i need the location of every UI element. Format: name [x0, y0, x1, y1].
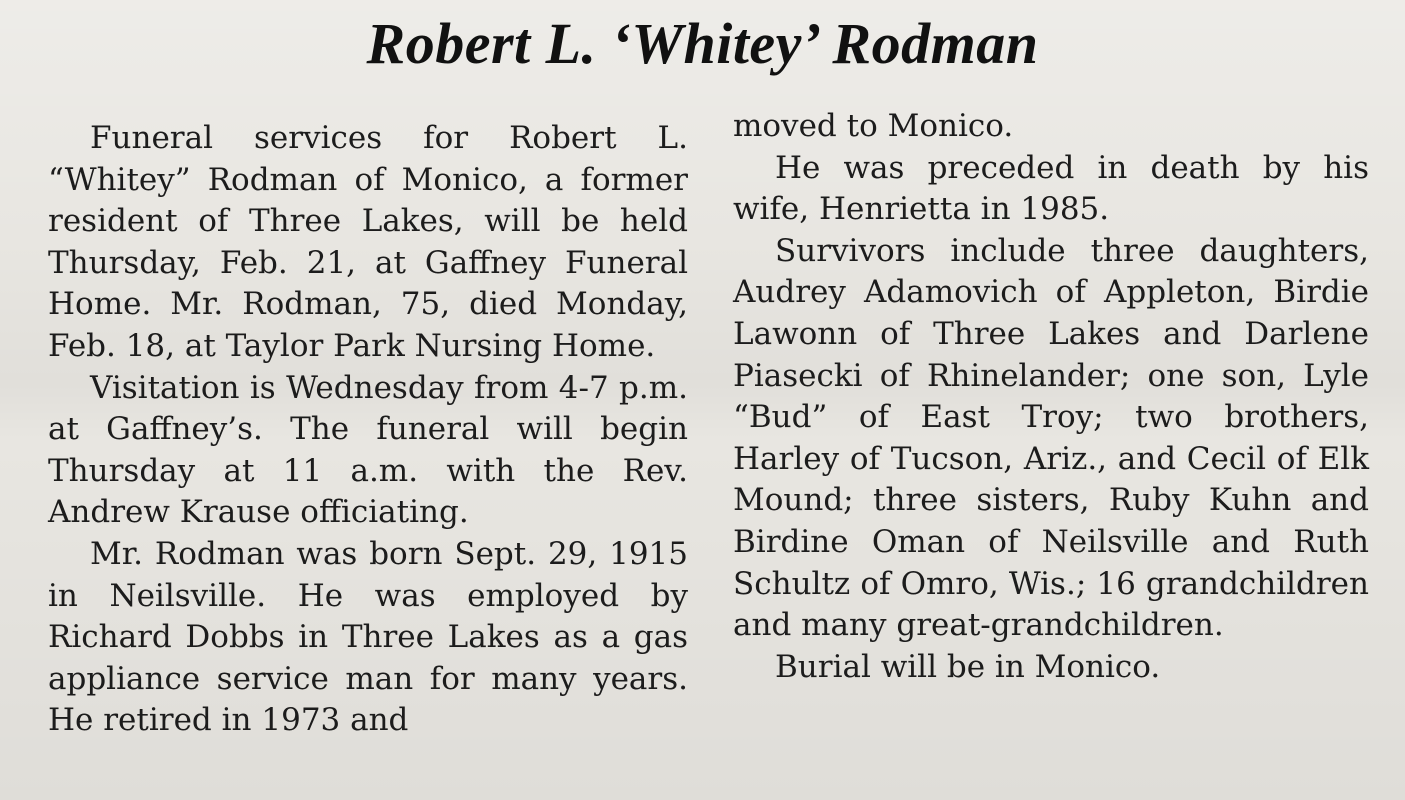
- paragraph-survivors: Survivors include three daughters, Audrey Adamovich of Appleton, Birdie Lawonn of Three Lakes and Darlene Piasecki of Rhinelander; one son, Lyle “Bud” of East Troy; two brothers, Harley of Tucson, Ariz., and Cecil of Elk Mound; three sisters, Ruby Kuhn and Birdine Oman of Neilsville and Ruth Schultz of Omro, Wis.; 16 grandchildren and many great-grandchildren.: [733, 232, 1369, 644]
- paragraph-visitation: Visitation is Wednesday from 4-7 p.m. at Gaffney’s. The funeral will begin Thursday at 11 a.m. with the Rev. Andrew Krause officiating.: [48, 369, 688, 531]
- paragraph-biography: Mr. Rodman was born Sept. 29, 1915 in Neilsville. He was employed by Richard Dobbs in Three Lakes as a gas appliance service man for many years. He retired in 1973 and: [48, 535, 688, 739]
- paragraph-preceded-in-death: He was preceded in death by his wife, Henrietta in 1985.: [733, 149, 1369, 228]
- obituary-headline: Robert L. ‘Whitey’ Rodman: [366, 11, 1039, 76]
- right-column: [733, 106, 1369, 688]
- paragraph-biography-continued: moved to Monico.: [733, 108, 1014, 144]
- left-column: [48, 118, 688, 742]
- paragraph-burial: Burial will be in Monico.: [775, 648, 1161, 685]
- paragraph-funeral-services: Funeral services for Robert L. “Whitey” Rodman of Monico, a former resident of Three Lakes, will be held Thursday, Feb. 21, at Gaffney Funeral Home. Mr. Rodman, 75, died Monday, Feb. 18, at Taylor Park Nursing Home.: [48, 120, 688, 364]
